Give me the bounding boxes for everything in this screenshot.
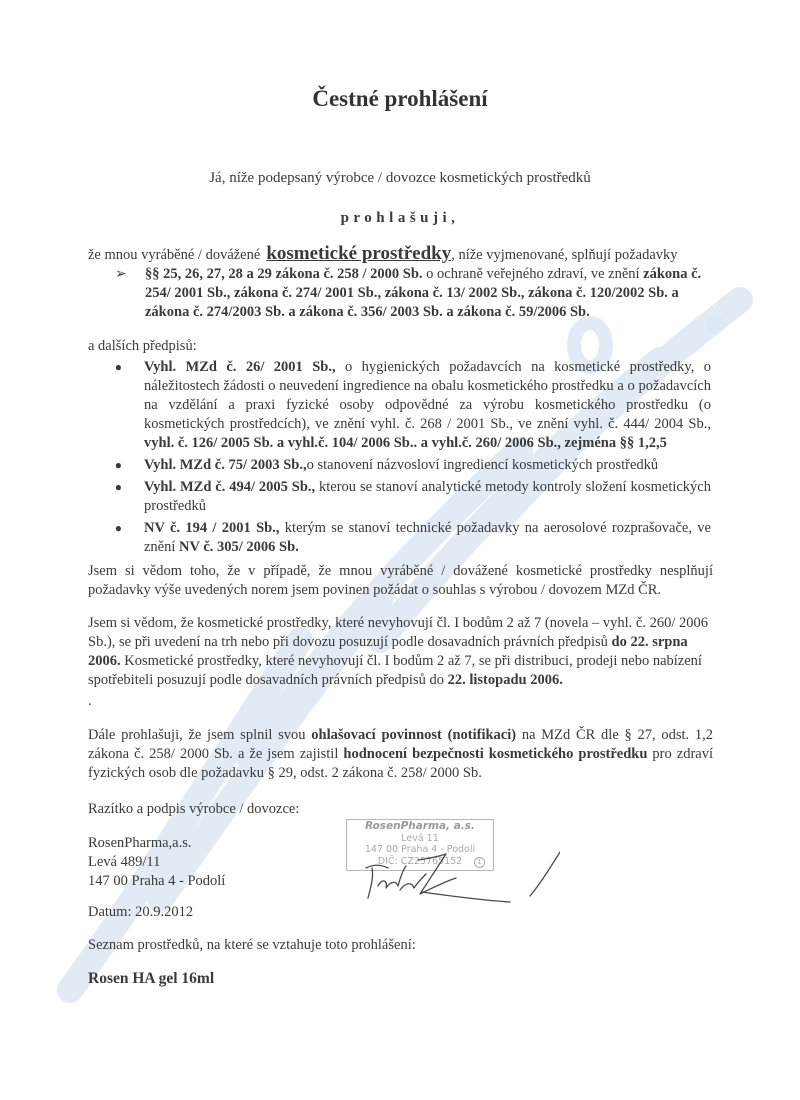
signature-stroke — [530, 852, 560, 896]
handwritten-signature — [360, 838, 560, 908]
regulation-text — [144, 478, 713, 516]
regulations-list — [88, 358, 713, 557]
regulation-normal: kterou se stanoví analytické metody kontroly složení kosmetických prostředků — [144, 479, 711, 514]
transition-text — [88, 614, 713, 690]
regulations-section — [88, 337, 713, 560]
cosmetic-products-highlight: kosmetické prostředky — [266, 243, 452, 264]
regulation-bold: Vyhl. MZd č. 494/ 2005 Sb., — [144, 479, 316, 495]
stamp-number-icon: 1 — [474, 857, 485, 868]
law-normal-1: o ochraně veřejného zdraví, ve znění — [422, 266, 644, 282]
law-bold-2: zákona č. 254/ 2001 Sb., zákona č. 274/ 2001 Sb., zákona č. 13/ 2002 Sb., zákona č. 120/2002 Sb. a zákona č. 274/2003 Sb. a zákona č. 356/ 2003 Sb. a zákona č. 59/2006 Sb. — [145, 266, 702, 320]
arrow-bullet-icon: ➢ — [115, 267, 127, 282]
notification-text-3: pro zdraví fyzických osob dle požadavku § 29, odst. 2 zákona č. 258/ 2000 Sb. — [88, 746, 714, 781]
compliance-tail-text: , níže vyjmenované, splňují požadavky — [451, 247, 678, 263]
notification-text-2: na MZd ČR dle § 27, odst. 1,2 zákona č. 258/ 2000 Sb. a že jsem zajistil — [88, 727, 713, 762]
notification-paragraph — [88, 726, 713, 783]
regulation-item — [88, 456, 713, 475]
product-list-label: Seznam prostředků, na které se vztahuje toto prohlášení: — [88, 937, 416, 953]
street-address: Levá 489/11 — [88, 854, 161, 870]
stamp-company-name: RosenPharma, a.s. — [364, 820, 476, 832]
bullet-icon: ● — [114, 360, 122, 374]
bullet-icon: ● — [114, 521, 122, 535]
notification-text-1: Dále prohlašuji, že jsem splnil svou — [88, 727, 312, 743]
bullet-icon: ● — [114, 458, 122, 472]
signature-label: Razítko a podpis výrobce / dovozce: — [88, 801, 300, 817]
transition-text-1: Jsem si vědom, že kosmetické prostředky, které nevyhovují čl. I bodům 2 až 7 (novela – vyhl. č. 260/ 2006 Sb.), se při uvedení na trh nebo při dovozu posuzují podle dosavadních právních předpisů — [88, 615, 709, 650]
regulation-text — [144, 519, 713, 557]
declare-heading: prohlašuji, — [340, 210, 460, 226]
intro-line: Já, níže podepsaný výrobce / dovozce kosmetických prostředků — [209, 170, 591, 186]
signature-stroke — [422, 892, 510, 902]
regulation-text — [144, 456, 713, 475]
signature-stroke — [378, 866, 426, 890]
compliance-lead — [88, 244, 713, 265]
signature-stroke — [418, 854, 456, 894]
regulation-bold-2: NV č. 305/ 2006 Sb. — [179, 539, 299, 555]
notification-bold-1: ohlašovací povinnost (notifikaci) — [311, 727, 517, 743]
product-name: Rosen HA gel 16ml — [88, 970, 215, 987]
regulation-bold: NV č. 194 / 2001 Sb., — [144, 520, 280, 536]
awareness-paragraph: Jsem si vědom toho, že v případě, že mnou vyráběné / dovážené kosmetické prostředky nesplňují požadavky výše uvedených norem jsem povinen požádat o souhlas s výrobou / dovozem MZd ČR. — [88, 563, 713, 598]
regulation-normal: o hygienických požadavcích na kosmetické prostředky, o náležitostech žádosti o neuvedení ingredience na obalu kosmetického prostředku a o požadavcích na vzdělání a praxi fyzické osoby odpovědné za výrobu kosmetického prostředku (o kosmetických prostředcích), ve znění vyhl. č. 268 / 2001 Sb., ve znění vyhl. č. 444/ 2004 Sb., — [144, 359, 712, 432]
regulations-lead: a dalších předpisů: — [88, 338, 197, 354]
city-address: 147 00 Praha 4 - Podolí — [88, 873, 226, 889]
law-bold-1: §§ 25, 26, 27, 28 a 29 zákona č. 258 / 2000 Sb. — [145, 266, 423, 282]
regulation-item — [88, 519, 713, 557]
page-title: Čestné prohlášení — [312, 86, 488, 111]
signature-stroke — [366, 865, 388, 868]
manufacturer-address — [88, 834, 225, 891]
regulation-item — [88, 478, 713, 516]
stamp-city: 147 00 Praha 4 - Podolí — [364, 844, 476, 855]
transition-text-2: Kosmetické prostředky, které nevyhovují čl. I bodům 2 až 7, se při distribuci, prodeji nebo nabízení spotřebiteli posuzují podle dosavadních právních předpisů do — [88, 653, 702, 688]
regulation-text — [144, 358, 713, 453]
regulation-bold: Vyhl. MZd č. 75/ 2003 Sb., — [144, 457, 307, 473]
regulation-normal: o stanovení názvosloví ingrediencí kosmetických prostředků — [306, 457, 659, 473]
regulation-bold-2: vyhl. č. 126/ 2005 Sb. a vyhl.č. 104/ 2006 Sb.. a vyhl.č. 260/ 2006 Sb., zejména §§ 1,2,5 — [144, 435, 667, 451]
stamp-street: Levá 11 — [401, 832, 439, 844]
signature-stroke — [368, 868, 373, 898]
company-name: RosenPharma,a.s. — [88, 835, 192, 851]
date-line: Datum: 20.9.2012 — [88, 904, 194, 920]
regulation-normal: kterým se stanoví technické požadavky na aerosolové rozprašovače, ve znění — [144, 520, 711, 555]
transition-paragraph — [88, 614, 713, 711]
law-reference-text — [145, 265, 713, 322]
bullet-icon: ● — [114, 480, 122, 494]
law-reference — [115, 265, 713, 322]
compliance-paragraph — [88, 244, 713, 322]
transition-date-1: do 22. srpna 2006. — [88, 634, 688, 669]
compliance-lead-text: že mnou vyráběné / dovážené — [88, 247, 261, 263]
notification-bold-2: hodnocení bezpečnosti kosmetického prostředku — [343, 746, 648, 762]
transition-date-2: 22. listopadu 2006. — [447, 672, 563, 688]
stamp-dic: DIČ: CZ25765152 — [377, 855, 463, 867]
regulation-item — [88, 358, 713, 453]
stray-dot: . — [88, 693, 92, 709]
regulation-bold: Vyhl. MZd č. 26/ 2001 Sb., — [144, 359, 336, 375]
